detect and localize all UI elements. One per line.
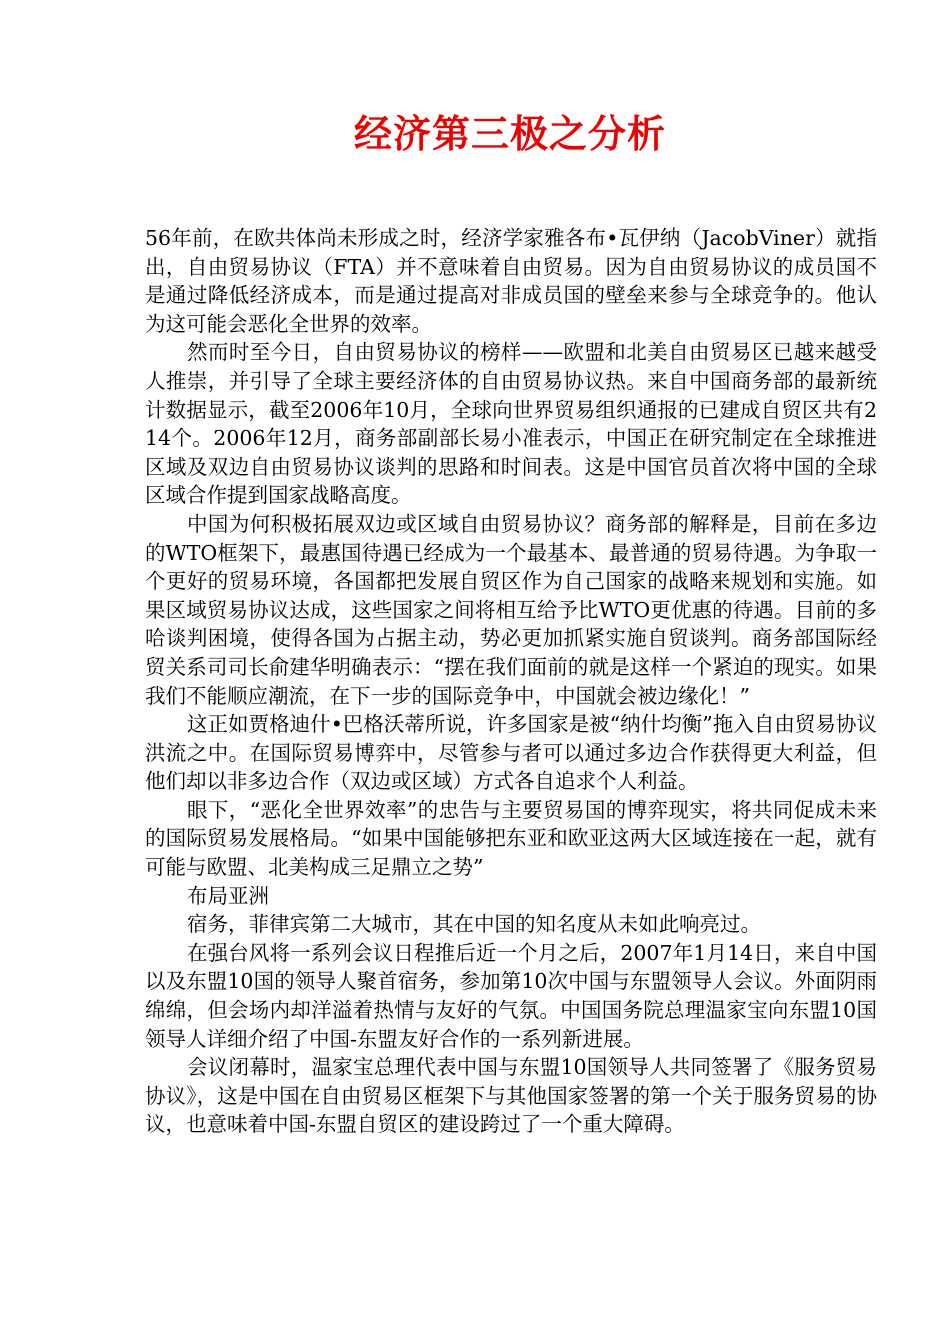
section-heading: 布局亚洲 <box>187 883 269 908</box>
document-body <box>145 224 877 1139</box>
paragraph-1: 56年前，在欧共体尚未形成之时，经济学家雅各布•瓦伊纳（JacobViner）就指出，自由贸易协议（FTA）并不意味着自由贸易。因为自由贸易协议的成员国不是通过降低经济成本，而是通过提高对非成员国的壁垒来参与全球竞争的。他认为这可能会恶化全世界的效率。 <box>145 226 877 336</box>
document-title: 经济第三极之分析 <box>353 111 666 156</box>
paragraph-4: 这正如贾格迪什•巴格沃蒂所说，许多国家是被“纳什均衡”拖入自由贸易协议洪流之中。在国际贸易博弈中，尽管参与者可以通过多边合作获得更大利益，但他们却以非多边合作（双边或区域）方式各自追求个人利益。 <box>145 712 877 794</box>
paragraph-2: 然而时至今日，自由贸易协议的榜样——欧盟和北美自由贸易区已越来越受人推崇，并引导了全球主要经济体的自由贸易协议热。来自中国商务部的最新统计数据显示，截至2006年10月，全球向世界贸易组织通报的已建成自贸区共有214个。2006年12月，商务部副部长易小准表示，中国正在研究制定在全球推进区域及双边自由贸易协议谈判的思路和时间表。这是中国官员首次将中国的全球区域合作提到国家战略高度。 <box>145 340 877 508</box>
paragraph-5: 眼下，“恶化全世界效率”的忠告与主要贸易国的博弈现实，将共同促成未来的国际贸易发展格局。“如果中国能够把东亚和欧亚这两大区域连接在一起，就有可能与欧盟、北美构成三足鼎立之势” <box>145 797 877 880</box>
paragraph-3: 中国为何积极拓展双边或区域自由贸易协议？商务部的解释是，目前在多边的WTO框架下，最惠国待遇已经成为一个最基本、最普通的贸易待遇。为争取一个更好的贸易环境，各国都把发展自贸区作为自己国家的战略来规划和实施。如果区域贸易协议达成，这些国家之间将相互给予比WTO更优惠的待遇。目前的多哈谈判困境，使得各国为占据主动，势必更加抓紧实施自贸谈判。商务部国际经贸关系司司长俞建华明确表示：“摆在我们面前的就是这样一个紧迫的现实。如果我们不能顺应潮流，在下一步的国际竞争中，中国就会被边缘化！” <box>145 511 877 708</box>
paragraph-8: 会议闭幕时，温家宝总理代表中国与东盟10国领导人共同签署了《服务贸易协议》，这是中国在自由贸易区框架下与其他国家签署的第一个关于服务贸易的协议，也意味着中国-东盟自贸区的建设跨过了一个重大障碍。 <box>145 1055 877 1137</box>
paragraph-7: 在强台风将一系列会议日程推后近一个月之后，2007年1月14日，来自中国以及东盟10国的领导人聚首宿务，参加第10次中国与东盟领导人会议。外面阴雨绵绵，但会场内却洋溢着热情与友好的气氛。中国国务院总理温家宝向东盟10国领导人详细介绍了中国-东盟友好合作的一系列新进展。 <box>145 940 877 1051</box>
paragraph-6: 宿务，菲律宾第二大城市，其在中国的知名度从未如此响亮过。 <box>187 912 761 937</box>
